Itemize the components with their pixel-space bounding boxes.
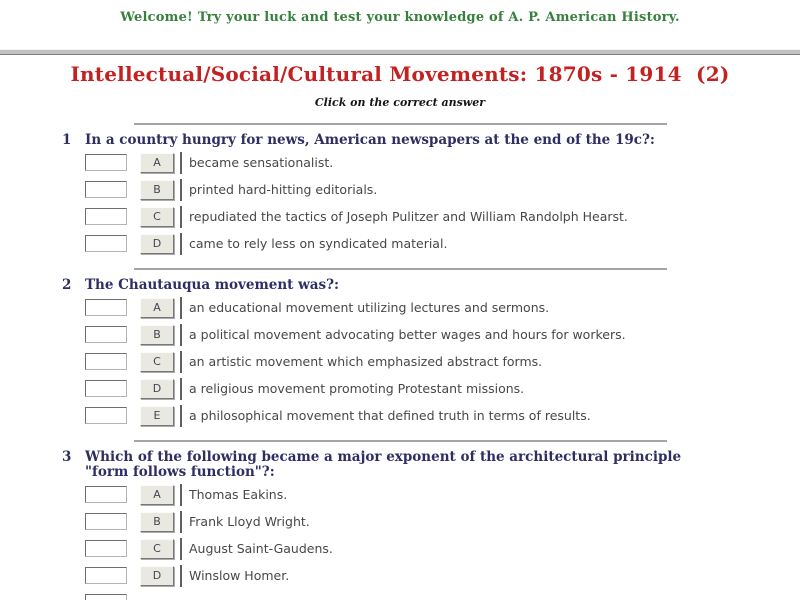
q2-option-b-button[interactable]: B <box>140 325 174 345</box>
option-text: repudiated the tactics of Joseph Pulitzer and William Randolph Hearst. <box>189 209 628 224</box>
q3-answer-input-a[interactable] <box>85 486 127 503</box>
question-text: The Chautauqua movement was?: <box>85 277 339 293</box>
option-divider-tick <box>180 179 182 201</box>
question-text: Which of the following became a major exponent of the architectural principle "form follows function"?: <box>85 449 682 480</box>
option-divider-tick <box>180 351 182 373</box>
option-text: Winslow Homer. <box>189 568 290 583</box>
q2-option-d-row <box>85 378 800 399</box>
option-text: Frank Lloyd Wright. <box>189 514 310 529</box>
q1-option-d-button[interactable]: D <box>140 234 174 254</box>
q2-option-e-row <box>85 405 800 426</box>
q3-option-c-row <box>85 538 800 559</box>
q3-option-a-row <box>85 484 800 505</box>
q3-option-d-button[interactable]: D <box>140 566 174 586</box>
q1-option-a-row <box>85 152 800 173</box>
q2-answer-input-d[interactable] <box>85 380 127 397</box>
q2-option-c-row <box>85 351 800 372</box>
question-number: 2 <box>62 277 72 293</box>
option-divider-tick <box>180 538 182 560</box>
q1-option-c-button[interactable]: C <box>140 207 174 227</box>
option-text: came to rely less on syndicated material. <box>189 236 448 251</box>
option-text: a political movement advocating better wages and hours for workers. <box>189 327 626 342</box>
q3-answer-input-c[interactable] <box>85 540 127 557</box>
option-divider-tick <box>180 484 182 506</box>
q2-answer-input-e[interactable] <box>85 407 127 424</box>
q3-option-d-row <box>85 565 800 586</box>
q1-option-d-row <box>85 233 800 254</box>
q2-option-e-button[interactable]: E <box>140 406 174 426</box>
option-text: printed hard-hitting editorials. <box>189 182 378 197</box>
q3-option-c-button[interactable]: C <box>140 539 174 559</box>
option-divider-tick <box>180 206 182 228</box>
option-divider-tick <box>180 378 182 400</box>
q2-option-a-button[interactable]: A <box>140 298 174 318</box>
question-text: In a country hungry for news, American newspapers at the end of the 19c?: <box>85 132 655 148</box>
q3-answer-input-d[interactable] <box>85 567 127 584</box>
quiz-title: Intellectual/Social/Cultural Movements: 1870s - 1914 (2) <box>70 62 730 86</box>
q2-answer-input-b[interactable] <box>85 326 127 343</box>
question-divider <box>134 268 667 270</box>
q1-option-c-row <box>85 206 800 227</box>
option-text: August Saint-Gaudens. <box>189 541 333 556</box>
option-divider-tick <box>180 297 182 319</box>
q2-option-b-row <box>85 324 800 345</box>
q2-answer-input-c[interactable] <box>85 353 127 370</box>
q2-option-d-button[interactable]: D <box>140 379 174 399</box>
q2-answer-input-a[interactable] <box>85 299 127 316</box>
q1-option-b-button[interactable]: B <box>140 180 174 200</box>
q1-answer-input-b[interactable] <box>85 181 127 198</box>
q3-answer-input-b[interactable] <box>85 513 127 530</box>
question-3 <box>62 450 717 480</box>
q1-answer-input-a[interactable] <box>85 154 127 171</box>
question-1 <box>62 133 717 148</box>
q2-option-a-row <box>85 297 800 318</box>
answer-option-row-partial <box>85 592 800 600</box>
quiz-instruction: Click on the correct answer <box>314 96 486 109</box>
frame-divider <box>0 49 800 55</box>
option-divider-tick <box>180 324 182 346</box>
option-text: a religious movement promoting Protestant missions. <box>189 381 525 396</box>
option-text: a philosophical movement that defined truth in terms of results. <box>189 408 591 423</box>
option-divider-tick <box>180 152 182 174</box>
option-text: an educational movement utilizing lectures and sermons. <box>189 300 550 315</box>
q1-option-a-button[interactable]: A <box>140 153 174 173</box>
question-divider <box>134 440 667 442</box>
welcome-banner <box>0 0 800 49</box>
q1-answer-input-d[interactable] <box>85 235 127 252</box>
q3-option-a-button[interactable]: A <box>140 485 174 505</box>
question-2 <box>62 278 717 293</box>
q3-option-b-button[interactable]: B <box>140 512 174 532</box>
welcome-message: Welcome! Try your luck and test your knowledge of A. P. American History. <box>120 10 680 25</box>
answer-input-partial[interactable] <box>85 594 127 600</box>
option-text: became sensationalist. <box>189 155 334 170</box>
option-text: Thomas Eakins. <box>189 487 288 502</box>
option-text: an artistic movement which emphasized abstract forms. <box>189 354 543 369</box>
q3-option-b-row <box>85 511 800 532</box>
question-number: 1 <box>62 132 72 148</box>
option-divider-tick <box>180 565 182 587</box>
option-divider-tick <box>180 233 182 255</box>
q2-option-c-button[interactable]: C <box>140 352 174 372</box>
option-divider-tick <box>180 511 182 533</box>
option-divider-tick <box>180 405 182 427</box>
question-number: 3 <box>62 449 72 465</box>
q1-answer-input-c[interactable] <box>85 208 127 225</box>
q1-option-b-row <box>85 179 800 200</box>
question-divider <box>134 123 667 125</box>
